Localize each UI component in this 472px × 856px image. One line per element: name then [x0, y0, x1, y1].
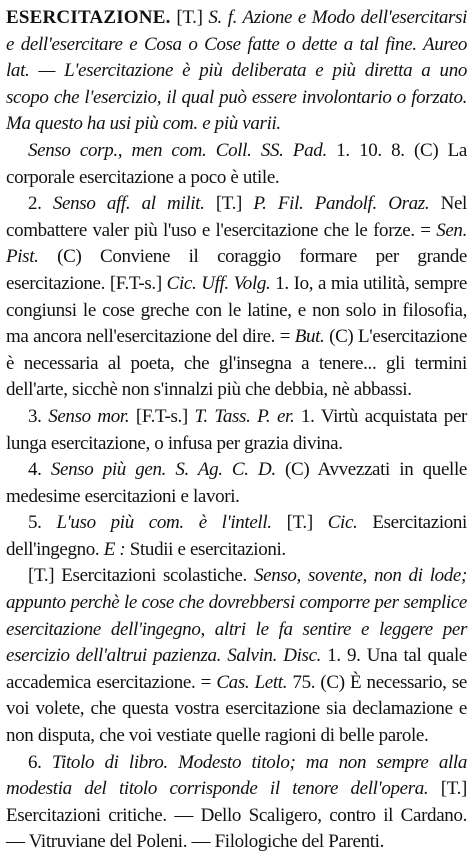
- citation-text: Nel combattere valer più l'uso e l'esercitazione che le forze. =: [6, 193, 467, 241]
- citation-text: (C) L'esercitazione è necessaria al poeta, che gl'insegna a tenere... gli termini dell'arte, sicchè non s'innalzi più che debbia, nè abbassi.: [6, 326, 467, 401]
- citation-text: 1. Io, a mia utilità, sempre congiunsi le cose greche con le latine, e non solo in filosofia, ma ancora nell'esercitazione del dire. =: [6, 272, 467, 348]
- citation-text: 1. Virtù acquistata per lunga esercitazione, o infusa per grazia divina.: [6, 405, 468, 454]
- citation-text: Esercitazioni critiche. — Dello Scaligero, contro il Cardano. — Vitruviane del Poleni. — Filologiche del Parenti.: [6, 804, 467, 853]
- source-tag: [T.]: [440, 778, 467, 800]
- citation-source: P. Fil. Pandolf. Oraz.: [253, 193, 430, 215]
- citation-source: T. Tass. P. er.: [194, 405, 295, 427]
- citation-text: (C) Conviene il coraggio formare per grande esercitazione. [F.T-s.]: [6, 246, 467, 294]
- entry-paragraph-sense-corp: [6, 138, 467, 191]
- sense-label: Titolo di libro. Modesto titolo; ma non sempre alla modestia del titolo corrisponde il tenore dell'opera.: [6, 751, 467, 800]
- citation-text: (C) Avvezzati in quelle medesime esercitazioni e lavori.: [6, 459, 467, 507]
- sense-label: Senso corp., men com. Coll. SS. Pad.: [28, 139, 327, 161]
- citation-source: Cas. Lett.: [216, 671, 288, 693]
- entry-paragraph-sense-3: [6, 404, 467, 457]
- sense-label: Senso più gen. S. Ag. C. D.: [50, 459, 276, 481]
- citation-text: 1. 9. Una tal quale accademica esercitazione. =: [6, 645, 468, 693]
- sense-label: Senso mor.: [48, 405, 130, 427]
- sense-label: L'uso più com. è l'intell.: [56, 512, 272, 534]
- citation-text: Studii e esercitazioni.: [129, 538, 286, 560]
- sense-number: 4.: [28, 459, 42, 481]
- entry-paragraph-sense-5: [6, 510, 467, 563]
- definition-text: S. f. Azione e Modo dell'esercitarsi e dell'esercitare e Cosa o Cose fatte o dette a tal fine. Aureo lat. — L'esercitazione è più deliberata e più diretta a uno scopo che l'esercizio, il qual può essere involontario o forzato. Ma questo ha usi più com. e più varii.: [6, 7, 467, 135]
- sense-number: 5.: [28, 512, 42, 534]
- citation-text: Esercitazioni dell'ingegno.: [6, 512, 467, 560]
- source-tag: [F.T-s.]: [135, 405, 188, 427]
- citation-source: Cic.: [327, 512, 358, 534]
- source-tag: [T.]: [286, 512, 313, 534]
- sense-number: 6.: [28, 751, 42, 773]
- citation-text: 75. (C) È necessario, se voi volete, che questa vostra esercitazione sia declamazione e non disputa, che voi vestiate quelle ragioni di belle parole.: [6, 671, 468, 747]
- sense-label: Senso, sovente, non di lode; appunto perchè le cose che dovrebbersi comporre per semplice esercitazione dell'ingegno, altri le fa sentire e leggere per esercizio dell'altrui pazienza. Salvin. Disc.: [6, 565, 467, 667]
- source-tag: [T.]: [176, 7, 203, 28]
- cross-reference: E :: [103, 538, 126, 560]
- sense-number: 2.: [28, 193, 42, 215]
- citation-text: 1. 10. 8. (C) La corporale esercitazione a poco è utile.: [6, 139, 467, 188]
- entry-paragraph-definition: [6, 5, 467, 138]
- entry-paragraph-scholastic: [6, 563, 467, 749]
- entry-paragraph-sense-6: [6, 750, 467, 856]
- citation-source: Cic. Uff. Volg.: [166, 272, 271, 294]
- sense-label: Senso aff. al milit.: [52, 193, 205, 215]
- source-tag: [T.]: [215, 193, 243, 215]
- sense-number: 3.: [28, 405, 42, 427]
- citation-source: But.: [294, 326, 325, 348]
- citation-text: Esercitazioni scolastiche.: [61, 565, 247, 587]
- source-tag: [T.]: [28, 565, 55, 587]
- headword: ESERCITAZIONE.: [6, 7, 171, 28]
- entry-paragraph-sense-4: [6, 457, 467, 510]
- entry-paragraph-sense-2: [6, 191, 467, 404]
- citation-source: Sen. Pist.: [6, 219, 467, 268]
